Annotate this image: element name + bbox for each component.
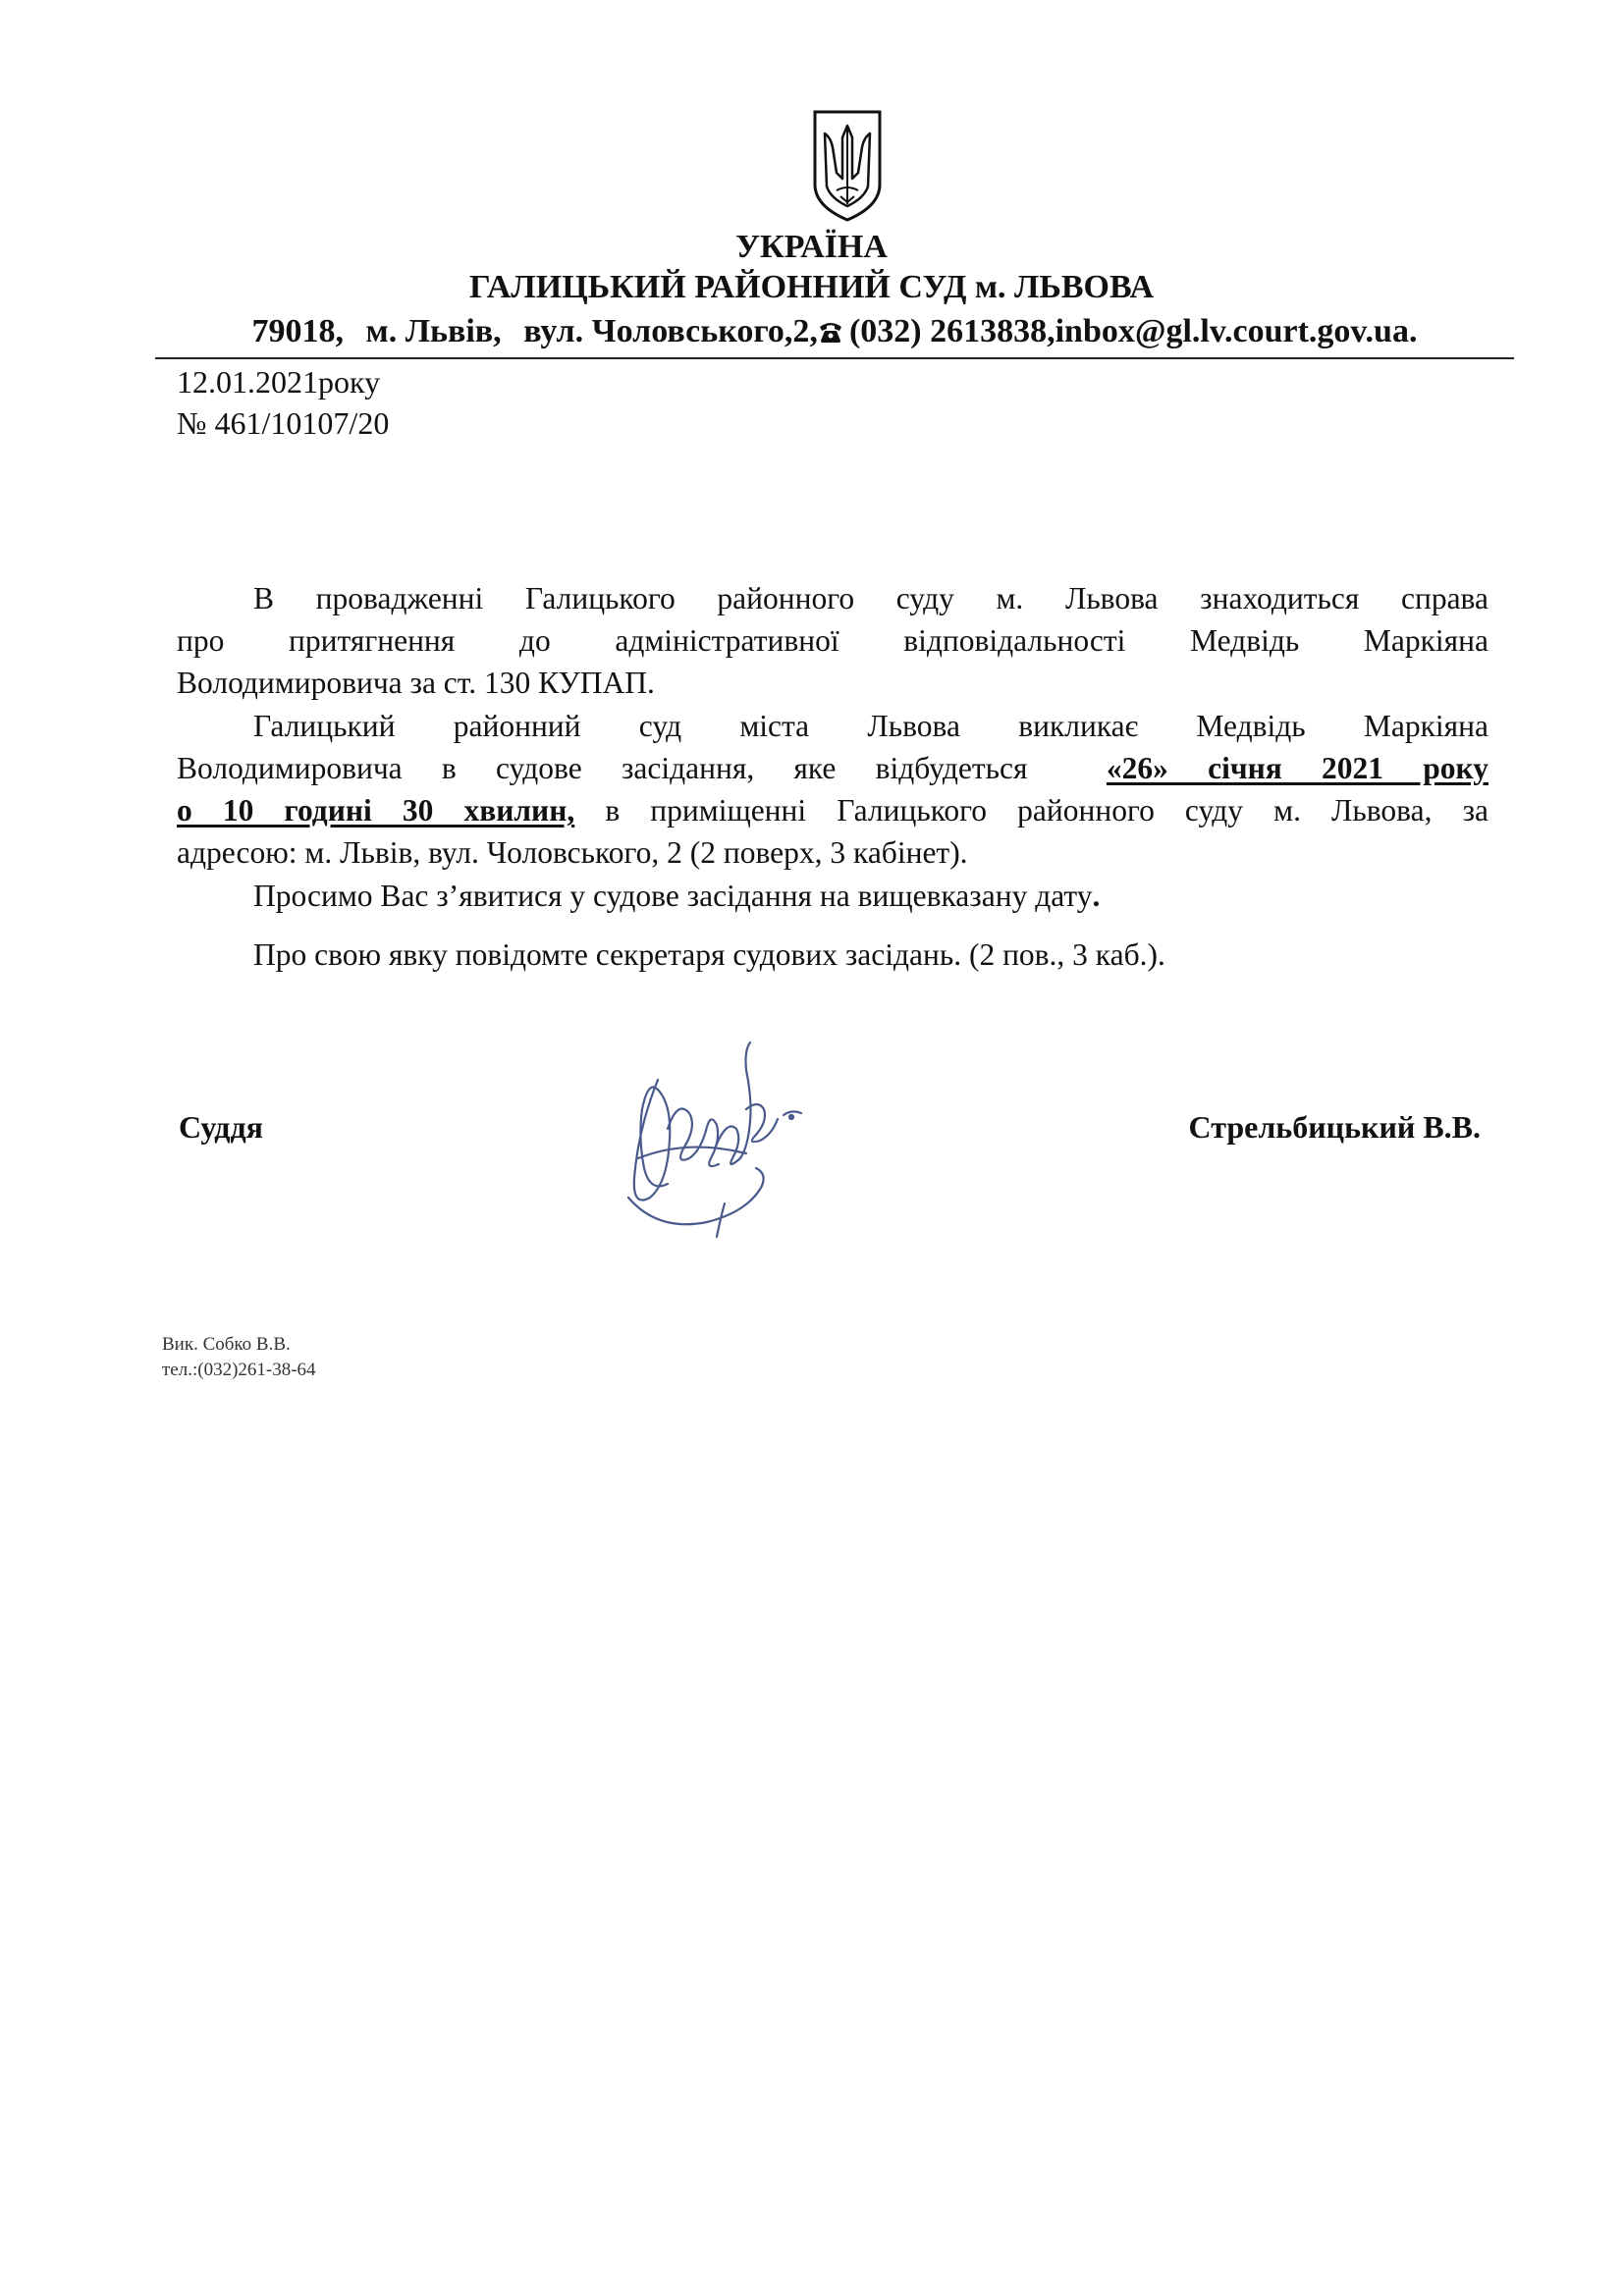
paragraph-line: Володимировича за ст. 130 КУПАП. <box>177 666 655 700</box>
paragraph-text: Просимо Вас з’явитися у судове засідання на вищевказану дату <box>253 879 1093 913</box>
signatory-name: Стрельбицький В.В. <box>1188 1109 1481 1145</box>
paragraph-line: В провадженні Галицького районного суду м. Львова знаходиться справа <box>253 581 1488 615</box>
paragraph-case-info <box>177 577 1488 704</box>
signatory-role: Суддя <box>179 1109 263 1145</box>
header-divider <box>155 357 1514 359</box>
city: м. Львів, <box>365 313 502 349</box>
handwritten-signature-icon <box>599 1011 825 1266</box>
paragraph-line: Галицький районний суд міста Львова викликає Медвідь Маркіяна <box>253 709 1488 743</box>
paragraph-line <box>177 875 1488 917</box>
court-contacts <box>157 312 1512 351</box>
street-address: вул. Чоловського,2, <box>523 313 818 349</box>
paragraph-end-mark: . <box>1092 879 1101 913</box>
court-title: ГАЛИЦЬКИЙ РАЙОННИЙ СУД м. ЛЬВОВА <box>468 269 1155 305</box>
paragraph-line <box>177 789 1488 831</box>
country-title: УКРАЇНА <box>735 229 888 265</box>
hearing-date: «26» січня 2021 року <box>1106 751 1488 785</box>
case-number: № 461/10107/20 <box>177 405 390 441</box>
email-address: ,inbox@gl.lv.court.gov.ua. <box>1047 313 1418 349</box>
telephone-icon <box>818 320 843 344</box>
phone-number: (032) 2613838 <box>848 313 1048 349</box>
hearing-time: о 10 годині 30 хвилин, <box>177 793 575 828</box>
paragraph-summons <box>177 705 1488 874</box>
trident-emblem-icon <box>809 108 886 224</box>
paragraph-line: Про свою явку повідомте секретаря судових засідань. (2 пов., 3 каб.). <box>253 937 1165 972</box>
paragraph-line <box>177 747 1488 789</box>
executor-phone: тел.:(032)261-38-64 <box>162 1360 316 1380</box>
paragraph-line: адресою: м. Львів, вул. Чоловського, 2 (2 поверх, 3 кабінет). <box>177 835 968 870</box>
executor-name: Вик. Собко В.В. <box>162 1334 291 1355</box>
paragraph-line: про притягнення до адміністративної відповідальності Медвідь Маркіяна <box>177 623 1488 658</box>
paragraph-text: в приміщенні Галицького районного суду м. Львова, за <box>605 793 1488 828</box>
paragraph-text: Володимировича в судове засідання, яке відбудеться <box>177 751 1028 785</box>
postcode: 79018, <box>251 313 345 349</box>
document-date: 12.01.2021року <box>177 364 381 400</box>
paragraph-notify <box>177 934 1488 976</box>
paragraph-request <box>177 875 1488 917</box>
